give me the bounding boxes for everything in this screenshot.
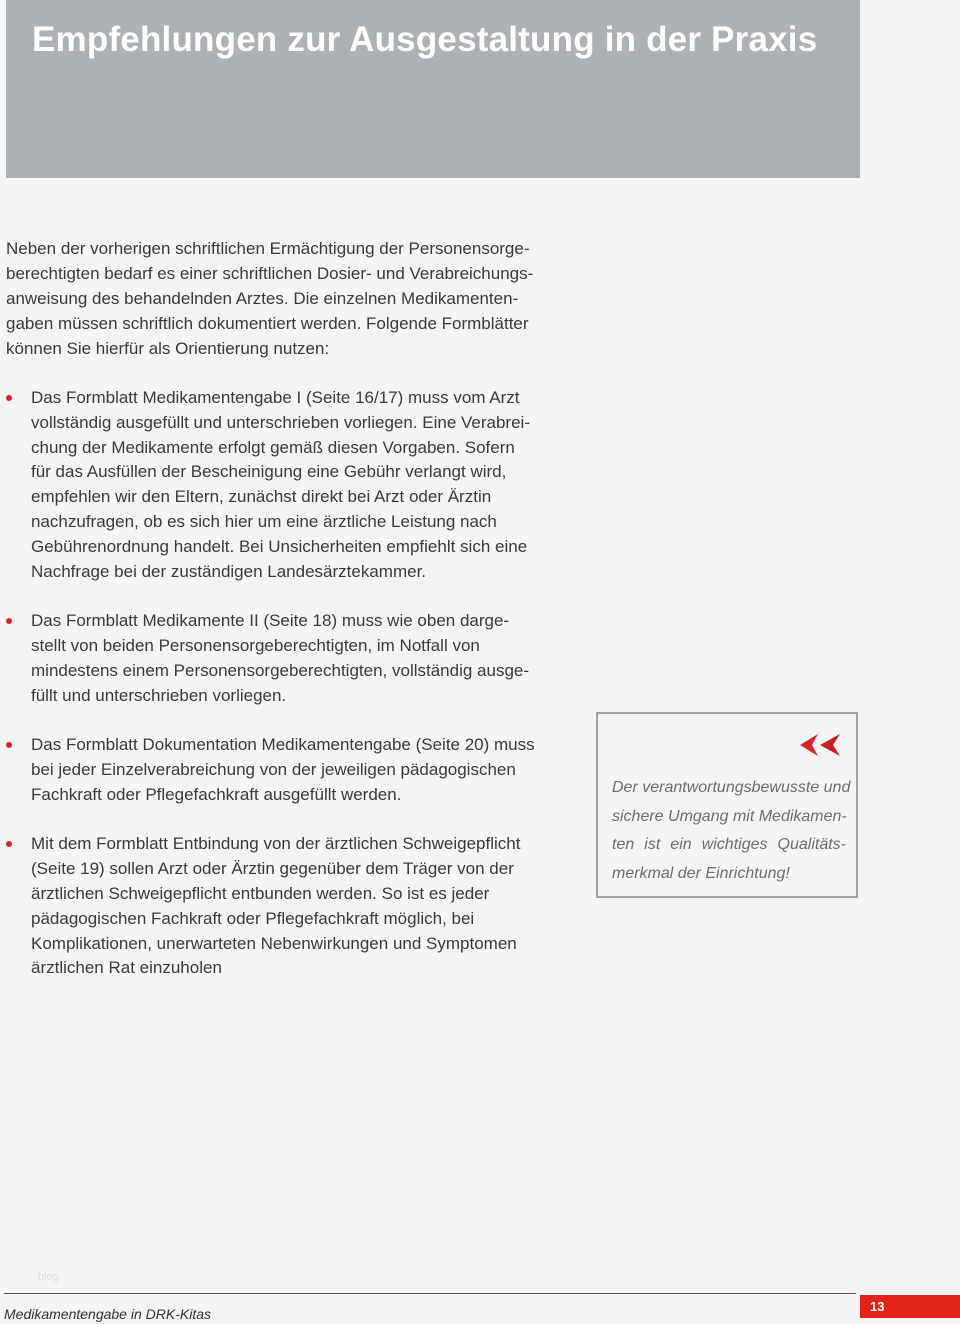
text-line: vollständig ausgefüllt und unterschrieben vorliegen. Eine Verabrei- [31,412,530,432]
text-line: Der verantwortungsbewusste und [612,779,851,796]
page-number-badge [860,1295,960,1318]
bullet-icon [6,618,12,624]
footer-title: Medikamentengabe in DRK-Kitas [4,1306,211,1322]
text-line: empfehlen wir den Eltern, zunächst direkt bei Arzt oder Ärztin [31,487,492,507]
text-line: Komplikationen, unerwarteten Nebenwirkungen und Symptomen [31,933,517,953]
page-number: 13 [870,1299,885,1314]
footer-divider [4,1293,856,1294]
text-line: bei jeder Einzelverabreichung von der jeweiligen pädagogischen [31,759,516,779]
quote-box [596,712,858,898]
bullet-list [6,386,535,1006]
text-line: ten ist ein wichtiges Qualitäts- [612,836,846,853]
list-item [6,609,535,708]
text-line: ärztlichen Rat einzuholen [31,958,222,978]
text-line: berechtigten bedarf es einer schriftlichen Dosier- und Verabreichungs- [6,264,534,283]
text-line: Fachkraft oder Pflegefachkraft ausgefüllt werden. [31,784,402,804]
page-header [6,0,860,178]
list-item [6,386,535,584]
quote-text [612,774,851,888]
bullet-icon [6,395,12,401]
text-line: mindestens einem Personensorgeberechtigten, vollständig ausge- [31,660,530,680]
text-line: ärztlichen Schweigepflicht entbunden werden. So ist es jeder [31,883,490,903]
text-line: Das Formblatt Medikamentengabe I (Seite 16/17) muss vom Arzt [31,388,520,407]
text-line: stellt von beiden Personensorgeberechtigten, im Notfall von [31,635,480,655]
text-line: können Sie hierfür als Orientierung nutzen: [6,339,330,358]
text-line: füllt und unterschrieben vorliegen. [31,685,287,705]
bullet-icon [6,742,12,748]
text-line: merkmal der Einrichtung! [612,864,790,882]
intro-paragraph [6,236,533,361]
text-line: nachzufragen, ob es sich hier um eine ärztliche Leistung nach [31,511,497,531]
double-chevron-left-icon [798,732,842,758]
list-item [6,733,535,807]
text-line: (Seite 19) sollen Arzt oder Ärztin gegenüber dem Träger von der [31,859,514,879]
text-line: Gebührenordnung handelt. Bei Unsicherheiten empfiehlt sich eine [31,536,528,556]
text-line: für das Ausfüllen der Bescheinigung eine Gebühr verlangt wird, [31,462,507,482]
page-title: Empfehlungen zur Ausgestaltung in der Praxis [32,20,818,59]
text-line: Das Formblatt Dokumentation Medikamentengabe (Seite 20) muss [31,735,535,755]
text-line: pädagogischen Fachkraft oder Pflegefachkraft möglich, bei [31,908,475,928]
text-line: anweisung des behandelnden Arztes. Die einzelnen Medikamenten- [6,289,519,308]
bullet-icon [6,841,12,847]
text-line: Nachfrage bei der zuständigen Landesärztekammer. [31,561,427,581]
watermark: blog [38,1271,59,1283]
text-line: gaben müssen schriftlich dokumentiert werden. Folgende Formblätter [6,314,529,333]
text-line: Das Formblatt Medikamente II (Seite 18) muss wie oben darge- [31,611,510,631]
text-line: Neben der vorherigen schriftlichen Ermächtigung der Personensorge- [6,239,530,258]
list-item [6,832,535,981]
text-line: chung der Medikamente erfolgt gemäß diesen Vorgaben. Sofern [31,437,515,457]
text-line: sichere Umgang mit Medikamen- [612,807,847,825]
text-line: Mit dem Formblatt Entbindung von der ärztlichen Schweigepflicht [31,834,521,854]
